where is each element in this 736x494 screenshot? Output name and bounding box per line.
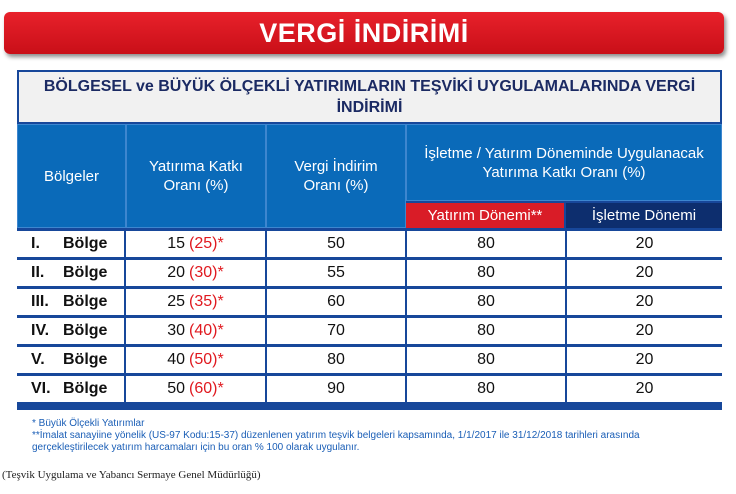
tax-reduction-value: 60: [267, 289, 405, 315]
contribution-value: 25: [167, 293, 186, 310]
header-operation-period: İşletme Dönemi: [566, 203, 722, 228]
large-scale-value: (40)*: [189, 322, 224, 339]
region-cell: [17, 347, 124, 373]
header-investment-period: Yatırım Dönemi**: [406, 203, 564, 228]
large-scale-value: (50)*: [189, 351, 224, 368]
table-row: [17, 376, 722, 402]
operation-period-value: 20: [567, 289, 722, 315]
contribution-cell: [126, 318, 265, 344]
contribution-cell: [126, 376, 265, 402]
investment-period-value: 80: [407, 318, 565, 344]
tax-reduction-value: 80: [267, 347, 405, 373]
investment-period-value: 80: [407, 347, 565, 373]
investment-period-value: 80: [407, 289, 565, 315]
source-note: (Teşvik Uygulama ve Yabancı Sermaye Genel Müdürlüğü): [2, 469, 261, 481]
title-banner: [4, 12, 724, 54]
large-scale-value: (35)*: [189, 293, 224, 310]
investment-period-value: 80: [407, 260, 565, 286]
table-row: [17, 289, 722, 315]
investment-period-value: 80: [407, 376, 565, 402]
table-row: [17, 318, 722, 344]
region-word: Bölge: [63, 264, 108, 281]
header-period-group: İşletme / Yatırım Döneminde Uygulanacak Yatırıma Katkı Oranı (%): [406, 124, 722, 201]
operation-period-value: 20: [567, 376, 722, 402]
region-cell: [17, 231, 124, 257]
region-number: VI.: [31, 380, 51, 397]
region-number: I.: [31, 235, 40, 252]
region-number: III.: [31, 293, 49, 310]
contribution-value: 50: [167, 380, 186, 397]
footnote-large-scale: * Büyük Ölçekli Yatırımlar: [32, 418, 145, 429]
contribution-value: 15: [167, 235, 186, 252]
contribution-value: 40: [167, 351, 186, 368]
operation-period-value: 20: [567, 347, 722, 373]
header-contribution-rate: Yatırıma Katkı Oranı (%): [126, 124, 266, 228]
tax-reduction-value: 55: [267, 260, 405, 286]
contribution-cell: [126, 347, 265, 373]
region-cell: [17, 260, 124, 286]
table-row: [17, 231, 722, 257]
region-word: Bölge: [63, 351, 108, 368]
region-word: Bölge: [63, 380, 108, 397]
table-row: [17, 260, 722, 286]
contribution-cell: [126, 289, 265, 315]
tax-reduction-table: [17, 70, 722, 410]
region-number: V.: [31, 351, 45, 368]
footnotes: [32, 418, 672, 454]
tax-reduction-value: 70: [267, 318, 405, 344]
page-title: VERGİ İNDİRİMİ: [259, 17, 469, 48]
operation-period-value: 20: [567, 260, 722, 286]
region-cell: [17, 376, 124, 402]
table-subtitle: BÖLGESEL ve BÜYÜK ÖLÇEKLİ YATIRIMLARIN TEŞVİKİ UYGULAMALARINDA VERGİ İNDİRİMİ: [17, 70, 722, 124]
footnote-manufacturing: **İmalat sanayiine yönelik (US-97 Kodu:15-37) düzenlenen yatırım teşvik belgeleri kapsamında, 1/1/2017 ile 31/12/2018 tarihleri arasında gerçekleştirilecek yatırım harcamaları için bu oran % 100 olarak uygulanır.: [32, 430, 640, 453]
contribution-cell: [126, 260, 265, 286]
region-word: Bölge: [63, 293, 108, 310]
operation-period-value: 20: [567, 318, 722, 344]
table-row: [17, 347, 722, 373]
region-word: Bölge: [63, 235, 108, 252]
large-scale-value: (60)*: [189, 380, 224, 397]
investment-period-value: 80: [407, 231, 565, 257]
region-cell: [17, 318, 124, 344]
header-regions: Bölgeler: [17, 124, 126, 228]
large-scale-value: (30)*: [189, 264, 224, 281]
operation-period-value: 20: [567, 231, 722, 257]
tax-reduction-value: 50: [267, 231, 405, 257]
region-number: II.: [31, 264, 45, 281]
region-number: IV.: [31, 322, 50, 339]
contribution-cell: [126, 231, 265, 257]
tax-reduction-value: 90: [267, 376, 405, 402]
region-cell: [17, 289, 124, 315]
large-scale-value: (25)*: [189, 235, 224, 252]
contribution-value: 20: [167, 264, 186, 281]
region-word: Bölge: [63, 322, 108, 339]
header-tax-reduction-rate: Vergi İndirim Oranı (%): [266, 124, 406, 228]
contribution-value: 30: [167, 322, 186, 339]
